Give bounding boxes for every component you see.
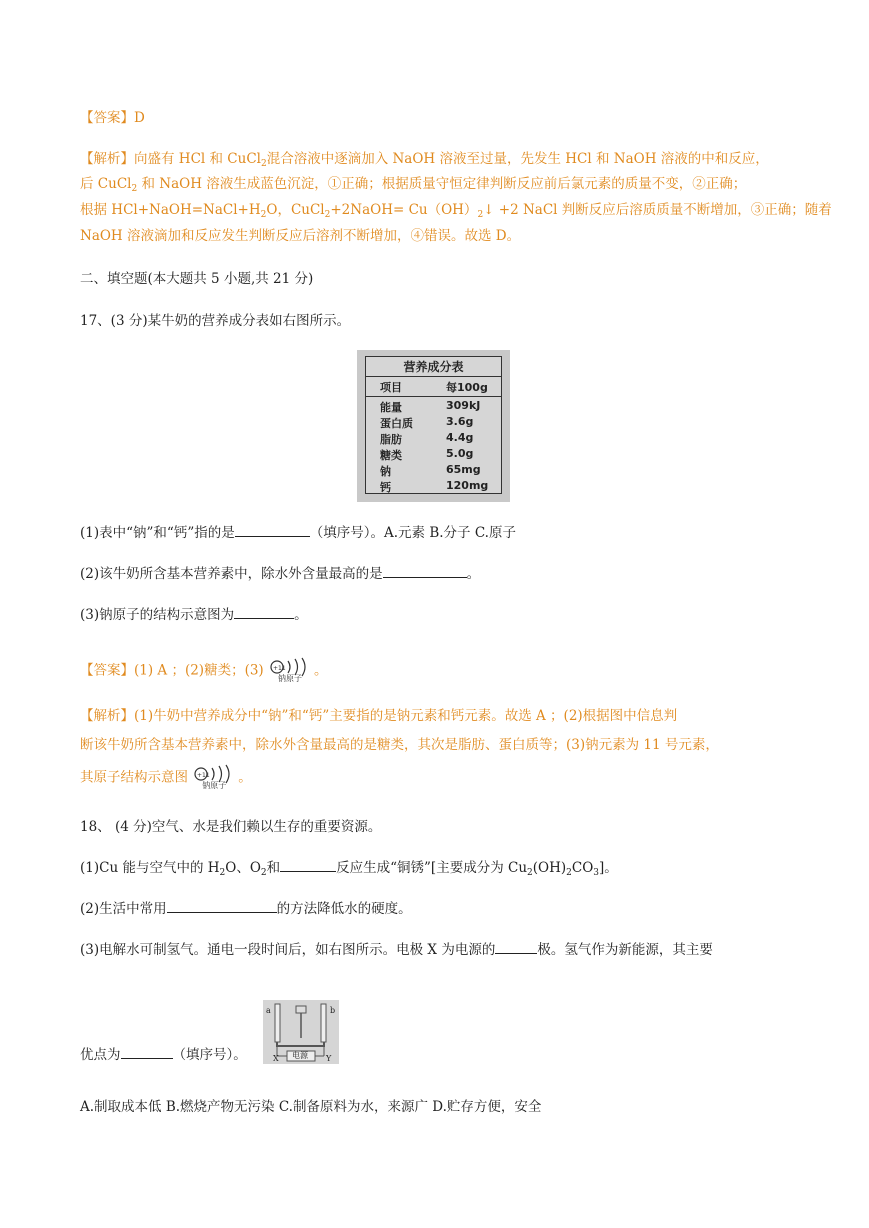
- answer-label: 【答案】: [80, 662, 134, 679]
- analysis-label: 【解析】: [80, 151, 134, 167]
- question-text: 极。氢气作为新能源，其主要: [537, 942, 713, 958]
- header-value: 每100g: [446, 381, 488, 394]
- electrolysis-diagram-image: [263, 1000, 339, 1064]
- electrode-label-b: b: [330, 1006, 336, 1015]
- atom-caption: 钠原子: [278, 674, 302, 683]
- answer-blank[interactable]: [234, 603, 294, 619]
- question-18-part1: [80, 856, 618, 885]
- question-text: (1)表中“钠”和“钙”指的是: [80, 525, 235, 541]
- answer-blank[interactable]: [280, 856, 336, 872]
- svg-text:+11: +11: [273, 665, 286, 672]
- section-heading: 二、填空题(本大题共 5 小题,共 21 分): [80, 271, 314, 287]
- question-17-part2: [80, 562, 480, 586]
- row-key: 钙: [380, 481, 391, 494]
- row-key: 脂肪: [380, 433, 402, 446]
- question-text: (3)电解水可制氢气。通电一段时间后，如右图所示。电极 X 为电源的: [80, 942, 496, 958]
- analysis-label: 【解析】: [80, 708, 134, 724]
- nutrition-title: 营养成分表: [403, 360, 464, 374]
- question-text: (2)该牛奶所含基本营养素中，除水外含量最高的是: [80, 566, 383, 582]
- subscript: 2: [260, 868, 267, 878]
- analysis-line-17-3: [80, 764, 252, 792]
- answer-blank[interactable]: [167, 897, 277, 913]
- analysis-text: 后 CuCl: [80, 176, 132, 192]
- subscript: 2: [566, 868, 572, 878]
- device-label: 电源: [292, 1051, 308, 1060]
- analysis-text: 。: [238, 769, 252, 786]
- electrode-label-x: X: [273, 1054, 279, 1063]
- subscript: 2: [131, 184, 138, 194]
- question-text: 。: [294, 607, 308, 623]
- atom-caption: 钠原子: [202, 781, 227, 790]
- nutrition-table-image: [357, 350, 510, 502]
- analysis-line-17-1: [80, 704, 677, 728]
- question-text: (2)生活中常用: [80, 901, 167, 917]
- analysis-line-17-2: [80, 733, 719, 757]
- analysis-text: ↓ +2 NaCl 判断反应后溶质质量不断增加，③正确；随着: [483, 202, 832, 218]
- question-text: 和: [266, 860, 281, 876]
- analysis-line-16-4: [80, 224, 520, 248]
- question-18-part3: [80, 938, 713, 962]
- answer-blank[interactable]: [121, 1043, 173, 1059]
- question-text: CO: [571, 860, 594, 876]
- electrode-label-y: Y: [326, 1054, 332, 1063]
- analysis-text: 向盛有 HCl 和 CuCl: [134, 151, 261, 167]
- row-key: 能量: [380, 401, 402, 414]
- row-key: 糖类: [380, 449, 402, 462]
- answer-line-16: [80, 106, 145, 130]
- question-18-part2: [80, 897, 412, 921]
- sodium-atom-diagram-icon: [192, 764, 238, 792]
- sodium-atom-diagram-icon: [268, 657, 314, 685]
- analysis-text: NaOH 溶液滴加和反应发生判断反应后溶剂不断增加，④错误。故选 D。: [80, 228, 521, 244]
- answer-blank[interactable]: [495, 938, 537, 954]
- question-text: 优点为: [80, 1047, 121, 1063]
- analysis-text: 和 NaOH 溶液生成蓝色沉淀，①正确；根据质量守恒定律判断反应前后氯元素的质量不变，②正确；: [137, 176, 747, 192]
- analysis-text: 混合溶液中逐滴加入 NaOH 溶液至过量，先发生 HCl 和 NaOH 溶液的中和反应，: [266, 151, 769, 167]
- subscript: 2: [260, 210, 267, 220]
- analysis-line-16-3: [80, 198, 832, 227]
- row-value: 3.6g: [446, 415, 474, 428]
- question-text: 反应生成“铜锈”[主要成分为 Cu: [336, 860, 528, 876]
- analysis-text: 根据 HCl+NaOH=NaCl+H: [80, 202, 261, 218]
- question-text: （填序号）。A.元素 B.分子 C.原子: [309, 525, 516, 541]
- subscript: 2: [324, 210, 331, 220]
- answer-line-17: [80, 657, 328, 685]
- question-text: (3)钠原子的结构示意图为: [80, 607, 235, 623]
- electrode-label-a: a: [266, 1006, 271, 1015]
- analysis-text: O，CuCl: [266, 202, 325, 218]
- nutrition-table: [365, 356, 502, 494]
- answer-label: 【答案】: [80, 110, 134, 126]
- question-18-part3-cont: [80, 1043, 247, 1067]
- answer-blank[interactable]: [235, 521, 310, 537]
- analysis-line-16-2: [80, 172, 746, 201]
- row-key: 钠: [380, 465, 391, 478]
- analysis-text: 断该牛奶所含基本营养素中，除水外含量最高的是糖类，其次是脂肪、蛋白质等；(3)钠元素为 11 号元素，: [80, 737, 719, 753]
- subscript: 2: [527, 868, 533, 878]
- question-text: 的方法降低水的硬度。: [276, 901, 412, 917]
- answer-text: (1) A ；(2)糖类；(3): [134, 662, 264, 679]
- answer-blank[interactable]: [383, 562, 467, 578]
- row-value: 4.4g: [446, 431, 474, 444]
- divider: [366, 396, 501, 397]
- analysis-text: (1)牛奶中营养成分中“钠”和“钙”主要指的是钠元素和钙元素。故选 A ；(2)根据图中信息判: [134, 708, 678, 724]
- row-value: 120mg: [446, 479, 489, 492]
- header-item: 项目: [380, 381, 402, 394]
- question-17-stem: 17、(3 分)某牛奶的营养成分表如右图所示。: [80, 313, 351, 329]
- question-17-part1: [80, 521, 516, 545]
- svg-text:+11: +11: [197, 772, 210, 779]
- row-value: 65mg: [446, 463, 481, 476]
- question-text: （填序号）。: [172, 1047, 247, 1063]
- row-value: 5.0g: [446, 447, 474, 460]
- question-18-stem: 18、 (4 分)空气、水是我们赖以生存的重要资源。: [80, 819, 382, 835]
- answer-text: 。: [314, 662, 328, 679]
- analysis-text: 其原子结构示意图: [80, 769, 188, 786]
- answer-value: D: [134, 110, 145, 126]
- question-text: ]。: [599, 860, 618, 876]
- question-text: (1)Cu 能与空气中的 H: [80, 860, 220, 876]
- row-value: 309kJ: [446, 399, 481, 412]
- analysis-text: +2NaOH= Cu（OH）: [330, 202, 478, 218]
- row-key: 蛋白质: [380, 417, 413, 430]
- subscript: 2: [477, 210, 484, 220]
- question-text: (OH): [532, 860, 567, 876]
- question-18-options: A.制取成本低 B.燃烧产物无污染 C.制备原料为水，来源广 D.贮存方便，安全: [80, 1099, 542, 1115]
- question-text: O、O: [225, 860, 261, 876]
- divider: [366, 376, 501, 377]
- subscript: 2: [260, 159, 267, 169]
- question-text: 。: [466, 566, 481, 582]
- question-17-part3: [80, 603, 308, 627]
- subscript: 3: [593, 868, 599, 878]
- subscript: 2: [219, 868, 226, 878]
